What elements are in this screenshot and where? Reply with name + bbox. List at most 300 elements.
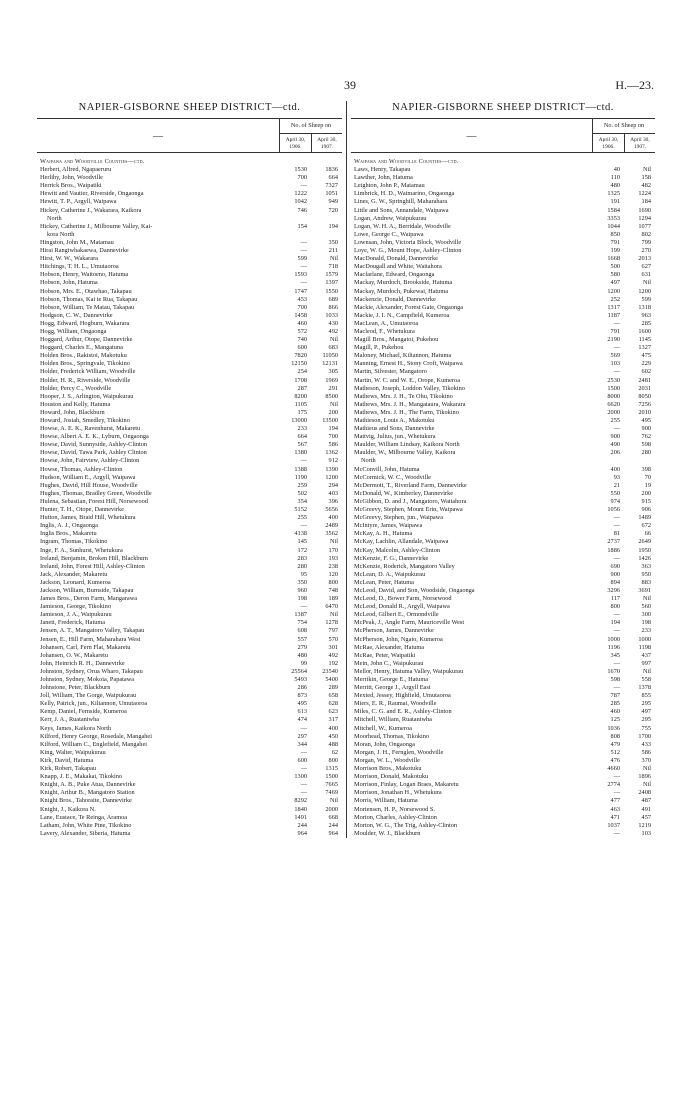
- sheep-count-1906: 286: [297, 684, 307, 692]
- owner-name: Johnstone, Peter, Blackburn: [40, 684, 111, 692]
- sheep-count-1906: 287: [297, 384, 307, 392]
- table-row: [351, 336, 655, 344]
- sheep-count-1906: —: [300, 724, 307, 732]
- sheep-count-1907: 8050: [638, 392, 651, 400]
- sheep-count-1907: 403: [328, 489, 338, 497]
- sheep-count-1906: [280, 158, 311, 166]
- sheep-count-1907: 285: [641, 319, 651, 327]
- sheep-count-1907: 599: [641, 295, 651, 303]
- table-row: [351, 231, 655, 239]
- owner-name: Hickey, Catherine J., Milbourne Valley, Kai-: [40, 222, 153, 230]
- sheep-count-1906: 81: [613, 530, 620, 538]
- table-row: [37, 401, 342, 409]
- left-table-body: [37, 153, 342, 838]
- sheep-count-1907: 62: [331, 748, 338, 756]
- sheep-count-1906: 599: [297, 255, 307, 263]
- sheep-count-1906: 145: [297, 538, 307, 546]
- sheep-count-1907: 1397: [325, 279, 338, 287]
- sheep-count-1906: 40: [613, 166, 620, 174]
- owner-name: Hoggard, Arthur, Otope, Dannevirke: [40, 336, 133, 344]
- owner-name: Moorhead, Thomas, Tikokino: [354, 732, 430, 740]
- sheep-count-1907: 192: [328, 659, 338, 667]
- sheep-count-1907: 1500: [325, 773, 338, 781]
- sheep-count-1907: Nil: [329, 400, 338, 408]
- owner-name: James Bros., Deron Farm, Mangarawa: [40, 595, 138, 603]
- sheep-count-1907: [311, 231, 342, 239]
- sheep-count-1907: 558: [641, 676, 651, 683]
- owner-name: Mitchell, W., Kumeroa: [354, 724, 412, 732]
- sheep-count-1906: 344: [297, 740, 307, 748]
- owner-name: Ireland, Benjamin, Broken Hill, Blackburn: [40, 554, 148, 562]
- owner-name: Herrick Bros., Waipatiki: [40, 182, 102, 190]
- sheep-count-1906: 1886: [607, 546, 620, 554]
- sheep-count-1907: 1836: [325, 166, 338, 174]
- table-row: [37, 603, 342, 611]
- sheep-count-1906: 1840: [294, 805, 307, 813]
- table-row: [37, 814, 342, 822]
- sheep-count-1907: 1950: [638, 546, 651, 554]
- table-row: [37, 725, 342, 733]
- sheep-count-1906: —: [613, 789, 620, 797]
- right-column: [346, 101, 655, 838]
- sheep-count-1906: 580: [610, 271, 620, 279]
- table-row: [351, 449, 655, 457]
- sheep-count-1907: 200: [328, 408, 338, 416]
- table-row: [351, 263, 655, 271]
- sheep-count-1906: 1200: [607, 287, 620, 295]
- owner-name: McGreevy, Stephen, jun., Waipawa: [354, 514, 444, 522]
- sheep-count-1907: [624, 158, 655, 166]
- sheep-count-1906: 8200: [294, 392, 307, 400]
- table-row: [351, 368, 655, 376]
- sheep-count-1907: 866: [328, 303, 338, 311]
- table-row: [37, 619, 342, 627]
- table-row: [37, 498, 342, 506]
- table-row: [351, 611, 655, 619]
- table-row: [351, 271, 655, 279]
- owner-name: Johansen, O. W., Makaretu: [40, 651, 109, 659]
- owner-name: Manning, Ernest H., Stony Croft, Waipawa: [354, 360, 463, 368]
- owner-name: Knight, Arthur B., Mangatoro Station: [40, 789, 135, 797]
- table-row: [351, 725, 655, 733]
- sheep-count-1906: 8292: [294, 797, 307, 805]
- sheep-count-1906: 1458: [294, 311, 307, 319]
- sheep-count-1907: 482: [641, 182, 651, 190]
- table-row: [351, 215, 655, 223]
- sheep-count-1907: 683: [328, 344, 338, 352]
- owner-name: Merritt, George J., Argyll East: [354, 684, 431, 692]
- sheep-count-1906: 787: [610, 692, 620, 700]
- owner-name: Mackenzie, Donald, Dannevirke: [354, 295, 436, 303]
- sheep-count-1907: 433: [641, 740, 651, 748]
- sheep-count-1906: 1708: [294, 376, 307, 384]
- table-row: [37, 223, 342, 231]
- sheep-count-1906: 297: [297, 732, 307, 740]
- owner-name: Morrison, Jonathan H., Whetukura: [354, 789, 442, 797]
- sheep-count-1906: 125: [610, 716, 620, 724]
- sheep-count-1907: 5656: [325, 506, 338, 514]
- table-row: [351, 182, 655, 190]
- sheep-count-1906: 2530: [607, 376, 620, 384]
- owner-name: Knapp, J. E., Makakai, Tikokino: [40, 773, 123, 781]
- table-row: [37, 409, 342, 417]
- sheep-count-1907: 120: [328, 570, 338, 578]
- sheep-count-1907: 200: [641, 489, 651, 497]
- owner-name: Kilford, William C., Englefield, Mangahei: [40, 740, 148, 748]
- sheep-count-1907: 2408: [638, 789, 651, 797]
- sheep-count-1907: 2649: [638, 538, 651, 546]
- sheep-count-1907: 7256: [638, 400, 651, 408]
- table-row: [37, 538, 342, 546]
- sheep-count-1907: 1690: [638, 206, 651, 214]
- table-row: [37, 312, 342, 320]
- sheep-count-1907: 915: [641, 497, 651, 505]
- sheep-count-1906: 252: [610, 295, 620, 303]
- right-header-years: [593, 134, 655, 152]
- sheep-count-1906: 1000: [607, 635, 620, 643]
- table-row: [37, 733, 342, 741]
- table-row: [351, 401, 655, 409]
- owner-name: Holder, Percy C., Woodville: [40, 384, 112, 392]
- sheep-count-1907: 664: [328, 174, 338, 182]
- sheep-count-1907: 70: [644, 473, 651, 481]
- table-row: [351, 830, 655, 838]
- sheep-count-1907: Nil: [642, 595, 651, 603]
- table-row: [37, 757, 342, 765]
- table-row: [351, 360, 655, 368]
- table-row: [37, 296, 342, 304]
- owner-name: Hickey, Catherine J., Wakarara, Kaikora: [40, 206, 142, 214]
- table-row: [37, 166, 342, 174]
- owner-name: Howse, David, Tawa Park, Ashley Clinton: [40, 449, 147, 457]
- owner-name: Hirai Rangiwhakaewa, Dannevirke: [40, 247, 129, 255]
- sheep-count-1906: 490: [610, 441, 620, 449]
- sheep-count-1907: 23540: [322, 667, 338, 675]
- table-row: [37, 522, 342, 530]
- owner-name: Howse, Thomas, Ashley-Clinton: [40, 465, 123, 473]
- table-row: [37, 547, 342, 555]
- table-row: [351, 547, 655, 555]
- table-row: [351, 749, 655, 757]
- table-row: [37, 773, 342, 781]
- sheep-count-1906: 285: [610, 700, 620, 708]
- sheep-count-1907: 855: [641, 692, 651, 700]
- sheep-count-1906: 5493: [294, 676, 307, 683]
- owner-name: Joll, William, The Gorge, Waipukurau: [40, 692, 137, 700]
- owner-name: King, Walter, Waipukurau: [40, 748, 106, 756]
- sheep-count-1907: 1145: [638, 336, 651, 344]
- sheep-count-1906: 25564: [291, 667, 307, 675]
- table-row: [37, 571, 342, 579]
- sheep-count-1906: 900: [610, 433, 620, 441]
- table-row: [37, 328, 342, 336]
- sheep-count-1906: 808: [610, 732, 620, 740]
- owner-name: Holder, H. R., Riverside, Woodville: [40, 376, 131, 384]
- table-row: [37, 344, 342, 352]
- table-row: [37, 781, 342, 789]
- sheep-count-1906: 255: [297, 514, 307, 522]
- table-row: [37, 708, 342, 716]
- sheep-count-1907: 997: [641, 659, 651, 667]
- table-row: [37, 239, 342, 247]
- sheep-count-1907: 233: [641, 627, 651, 635]
- table-row: [351, 498, 655, 506]
- table-row: [351, 393, 655, 401]
- left-header-year-1907: April 30, 1907.: [311, 134, 342, 152]
- sheep-count-1906: 480: [610, 182, 620, 190]
- owner-name: McKay, Lachlin, Allandale, Waipawa: [354, 538, 449, 546]
- sheep-count-1907: 2010: [638, 408, 651, 416]
- owner-name: Holder, Frederick William, Woodville: [40, 368, 136, 376]
- left-column: [37, 101, 346, 838]
- table-row: [351, 781, 655, 789]
- table-row: [351, 441, 655, 449]
- owner-name: Howse, Albert A. E. K., Lyburn, Ongaonga: [40, 433, 149, 441]
- owner-name: Mexted, Jessey, Highfield, Umutaoroa: [354, 692, 451, 700]
- sheep-count-1906: 2774: [607, 781, 620, 789]
- owner-name: Hulena, Sebastian, Forest Hill, Norsewood: [40, 497, 148, 505]
- sheep-count-1907: 194: [328, 222, 338, 230]
- sheep-count-1906: 502: [297, 489, 307, 497]
- sheep-count-1907: 6470: [325, 603, 338, 611]
- table-row: [37, 749, 342, 757]
- sheep-count-1906: 350: [297, 578, 307, 586]
- owner-name: Hitchings, T. H. L., Umutaoroa: [40, 263, 119, 271]
- sheep-count-1907: 1318: [638, 303, 651, 311]
- table-row: [37, 700, 342, 708]
- owner-name: Lowe, George C., Waipawa: [354, 230, 424, 238]
- sheep-count-1907: 295: [641, 716, 651, 724]
- sheep-count-1907: 317: [328, 716, 338, 724]
- sheep-count-1906: 2737: [607, 538, 620, 546]
- owner-name: Mein, John C., Waipukurau: [354, 659, 424, 667]
- owner-name: Hodgson, C. W., Dannevirke: [40, 311, 113, 319]
- sheep-count-1906: 495: [297, 700, 307, 708]
- table-row: [351, 207, 655, 215]
- owner-name: Johansen, Carl, Fern Flat, Makaretu: [40, 643, 131, 651]
- sheep-count-1907: 7469: [325, 789, 338, 797]
- table-row: [351, 279, 655, 287]
- sheep-count-1907: 883: [641, 578, 651, 586]
- owner-name: McCormick, W. C., Woodville: [354, 473, 431, 481]
- table-row: [37, 263, 342, 271]
- right-header-numbers: [593, 119, 655, 152]
- sheep-count-1907: Nil: [642, 667, 651, 675]
- sheep-count-1906: 1196: [607, 643, 620, 651]
- sheep-count-1907: 1600: [638, 327, 651, 335]
- right-header-year-1906: April 30, 1906.: [598, 137, 619, 150]
- table-row: [37, 490, 342, 498]
- sheep-count-1907: 370: [641, 756, 651, 764]
- sheep-count-1907: 301: [328, 643, 338, 651]
- owner-name: McIntyre, James, Waipawa: [354, 522, 423, 530]
- sheep-count-1907: 658: [328, 692, 338, 700]
- table-row: [351, 757, 655, 765]
- sheep-count-1907: 396: [328, 497, 338, 505]
- owner-name: Lane, Eustace, Te Reinga, Aramoa: [40, 813, 128, 821]
- sheep-count-1907: 963: [641, 311, 651, 319]
- owner-name: Jensen, E., Hill Farm, Maharahara West: [40, 635, 141, 643]
- sheep-count-1906: 1670: [607, 667, 620, 675]
- sheep-count-1906: 8000: [607, 392, 620, 400]
- sheep-count-1906: 700: [297, 303, 307, 311]
- sheep-count-1907: 560: [641, 603, 651, 611]
- sheep-count-1907: [311, 215, 342, 223]
- sheep-count-1906: 93: [613, 473, 620, 481]
- sheep-count-1907: Nil: [329, 538, 338, 546]
- sheep-count-1907: 1278: [325, 619, 338, 627]
- owner-name: Martin, W. C. and W. E., Orope, Kumeroa: [354, 376, 460, 384]
- table-row: [37, 587, 342, 595]
- sheep-count-1906: 1491: [294, 813, 307, 821]
- sheep-count-1906: [280, 215, 311, 223]
- owner-name: Johnston, Sydney, Mokoia, Papatawa: [40, 676, 135, 683]
- owner-name: Mitchell, William, Ruataniwha: [354, 716, 432, 724]
- table-row: [351, 733, 655, 741]
- table-row: [37, 668, 342, 676]
- table-row: [37, 684, 342, 692]
- owner-name: Holden Bros., Rakistoi, Makotuku: [40, 352, 127, 360]
- sheep-count-1906: 1584: [607, 206, 620, 214]
- sheep-count-1906: 95: [300, 570, 307, 578]
- table-row: [37, 660, 342, 668]
- table-row: [37, 271, 342, 279]
- owner-name: Magill Bros., Mangatoi, Pukehou: [354, 336, 439, 344]
- sheep-count-1906: 175: [297, 408, 307, 416]
- owner-name: Mattvig, Julius, jun., Whetukura: [354, 433, 436, 441]
- owner-name: Hudson, William E., Argyll, Waipawa: [40, 473, 136, 481]
- sheep-count-1907: 189: [328, 595, 338, 603]
- owner-name: Morrison, Donald, Makotuku: [354, 773, 429, 781]
- sheep-count-1907: 305: [328, 368, 338, 376]
- sheep-count-1906: 4660: [607, 765, 620, 773]
- table-row: [351, 538, 655, 546]
- owner-name: Kirk, David, Hatuma: [40, 756, 94, 764]
- sheep-count-1906: 480: [297, 651, 307, 659]
- sheep-count-1907: 289: [328, 684, 338, 692]
- owner-name: Knight, A. B., Puke Atua, Dannevirke: [40, 781, 136, 789]
- sheep-count-1907: 280: [641, 449, 651, 457]
- owner-name: Kerr, J. A., Ruataniwha: [40, 716, 100, 724]
- sheep-count-1906: 900: [610, 570, 620, 578]
- owner-name: kora North: [47, 230, 75, 238]
- sheep-count-1907: 797: [328, 627, 338, 635]
- sheep-count-1906: 460: [297, 319, 307, 327]
- owner-name: Kemp, Daniel, Fernside, Kumeroa: [40, 708, 127, 716]
- owner-name: North: [361, 457, 376, 465]
- owner-name: Morrison Bros., Makotuku: [354, 765, 422, 773]
- sheep-count-1907: 7327: [325, 182, 338, 190]
- sheep-count-1907: 800: [328, 756, 338, 764]
- owner-name: Moulder, W. J., Blackburn: [354, 829, 421, 837]
- owner-name: Mackay, Murdoch, Pukewai, Hatuma: [354, 287, 449, 295]
- sheep-count-1907: Nil: [329, 611, 338, 619]
- owner-name: Kirk, Robert, Takapau: [40, 765, 97, 773]
- section-heading: Waipawa and Woodville Counties—ctd.: [40, 158, 145, 165]
- owner-name: McConvill, John, Hatuma: [354, 465, 420, 473]
- sheep-count-1906: 279: [297, 643, 307, 651]
- table-row: [351, 425, 655, 433]
- sheep-count-1906: —: [613, 611, 620, 619]
- owner-name: Keys, James, Kaikora North: [40, 724, 112, 732]
- owner-name: Loye, W. G., Mount Hope, Ashley-Clinton: [354, 247, 462, 255]
- owner-name: Jackson, William, Burnside, Takapau: [40, 586, 134, 594]
- table-row: [351, 741, 655, 749]
- table-row: [351, 296, 655, 304]
- sheep-count-1907: 238: [328, 562, 338, 570]
- sheep-count-1907: 8500: [325, 392, 338, 400]
- sheep-count-1906: —: [300, 522, 307, 530]
- owner-name: Hewitt, T. P., Argyll, Waipawa: [40, 198, 117, 206]
- table-row: [37, 692, 342, 700]
- sheep-count-1907: 1200: [325, 473, 338, 481]
- table-row: [37, 360, 342, 368]
- sheep-count-1906: 460: [610, 708, 620, 716]
- sheep-count-1907: 229: [641, 360, 651, 368]
- sheep-count-1907: 700: [328, 433, 338, 441]
- table-row: [37, 425, 342, 433]
- table-row: [351, 619, 655, 627]
- table-row: [351, 571, 655, 579]
- sheep-count-1907: Nil: [642, 279, 651, 287]
- sheep-count-1906: 600: [297, 344, 307, 352]
- owner-name: MacDougall and White, Waitahora: [354, 263, 442, 271]
- owner-name: Hunter, T. H., Otope, Dannevirke: [40, 506, 124, 514]
- sheep-count-1906: 569: [610, 352, 620, 360]
- sheep-count-1907: 586: [641, 748, 651, 756]
- sheep-count-1907: 1051: [325, 190, 338, 198]
- page-reference: H.—23.: [615, 78, 654, 92]
- table-row: [37, 466, 342, 474]
- owner-name: Limbrick, H. D., Waimarino, Ongaonga: [354, 190, 455, 198]
- table-row: [351, 198, 655, 206]
- owner-name: Lownsan, John, Victoria Block, Woodville: [354, 238, 462, 246]
- sheep-count-1906: 255: [610, 417, 620, 424]
- sheep-count-1906: —: [613, 829, 620, 837]
- sheep-count-1906: —: [613, 344, 620, 352]
- owner-name: McDermott, T., Riverland Farm, Dannevirke: [354, 481, 467, 489]
- sheep-count-1906: 1187: [607, 311, 620, 319]
- sheep-count-1907: 1378: [638, 684, 651, 692]
- table-row: [37, 765, 342, 773]
- owner-name: Logan, W. H. A., Berridale, Woodville: [354, 222, 451, 230]
- owner-name: Jamieson, J. A., Waipukurau: [40, 611, 112, 619]
- sheep-count-1906: 13000: [291, 417, 307, 424]
- table-row: [351, 409, 655, 417]
- owner-name: Mellor, Henry, Hatuma Valley, Waipukurau: [354, 667, 464, 675]
- sheep-count-1907: 170: [328, 546, 338, 554]
- sheep-count-1907: 762: [641, 433, 651, 441]
- sheep-count-1907: 184: [641, 198, 651, 206]
- sheep-count-1906: 2000: [607, 408, 620, 416]
- sheep-count-1906: —: [300, 457, 307, 465]
- owner-name: McRae, Peter, Waipatiki: [354, 651, 416, 659]
- table-row: [351, 814, 655, 822]
- owner-name: Maloney, Michael, Kiltannon, Hatuma: [354, 352, 452, 360]
- owner-name: McKay, A. H., Hatuma: [354, 530, 413, 538]
- table-row: [37, 449, 342, 457]
- owner-name: Morgan, J. H., Fernglen, Woodville: [354, 748, 444, 756]
- table-row: [37, 636, 342, 644]
- sheep-count-1906: 1190: [294, 473, 307, 481]
- owner-name: Morris, William, Hatuma: [354, 797, 418, 805]
- sheep-count-1906: 198: [297, 595, 307, 603]
- sheep-count-1906: 1042: [294, 198, 307, 206]
- owner-name: Miles, C. G. and E. R., Ashley-Clinton: [354, 708, 452, 716]
- sheep-count-1906: 7820: [294, 352, 307, 360]
- sheep-count-1907: 1390: [325, 465, 338, 473]
- owner-name: Macleod, F., Whetukura: [354, 327, 415, 335]
